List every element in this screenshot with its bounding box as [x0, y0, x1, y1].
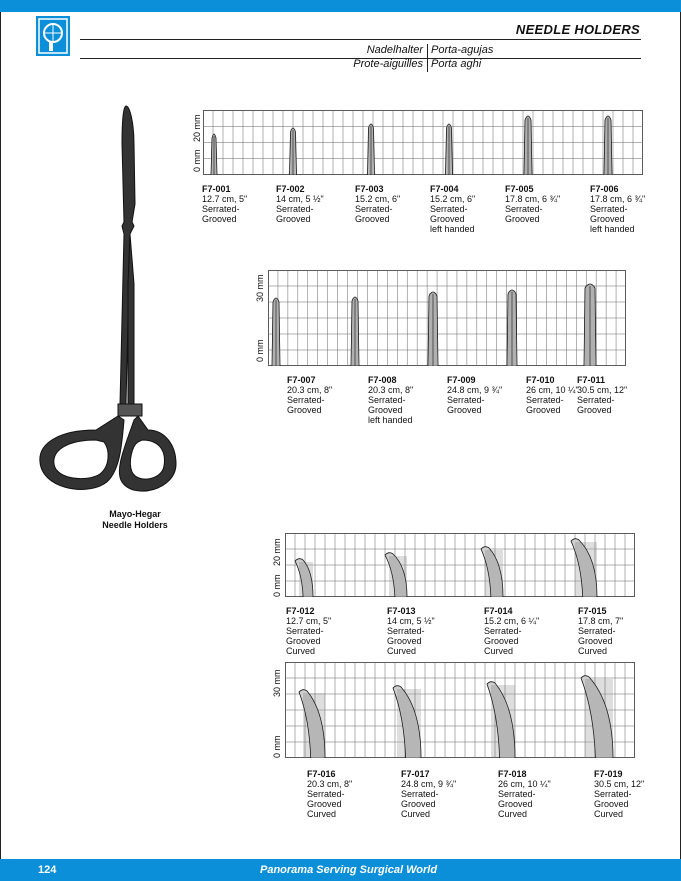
product-code: F7-012	[286, 606, 315, 616]
product-caption	[287, 375, 332, 415]
product-code: F7-007	[287, 375, 316, 385]
product-size: 15.2 cm, 6"	[355, 194, 401, 204]
product-desc: Grooved	[526, 405, 561, 415]
product-caption	[276, 184, 324, 224]
product-desc: Grooved	[307, 799, 342, 809]
product-code: F7-004	[430, 184, 459, 194]
product-size: 15.2 cm, 6 ¼"	[484, 616, 540, 626]
product-size: 26 cm, 10 ¼"	[526, 385, 579, 395]
product-size: 14 cm, 5 ½"	[276, 194, 324, 204]
scale-grid-row4	[285, 662, 635, 758]
product-desc: Grooved	[594, 799, 629, 809]
product-size: 20.3 cm, 8"	[307, 779, 353, 789]
instrument-tip-curved	[581, 676, 613, 758]
product-desc: Serrated-	[286, 626, 324, 636]
product-code: F7-010	[526, 375, 555, 385]
product-desc: Grooved	[355, 214, 390, 224]
product-desc: Grooved	[505, 214, 540, 224]
page-number: 124	[38, 864, 57, 876]
main-instrument-name: Mayo-Hegar	[109, 509, 161, 519]
product-desc: Serrated-	[276, 204, 314, 214]
product-desc: Curved	[387, 646, 417, 656]
product-code: F7-019	[594, 769, 623, 779]
instrument-tip	[428, 292, 438, 366]
product-size: 12.7 cm, 5"	[202, 194, 248, 204]
title-french: Prote-aiguilles	[353, 58, 423, 70]
product-caption	[498, 769, 551, 819]
instrument-tip	[507, 290, 517, 366]
product-desc: Serrated-	[498, 789, 536, 799]
product-desc: Grooved	[430, 214, 465, 224]
product-size: 17.8 cm, 7"	[578, 616, 624, 626]
product-desc: Curved	[401, 809, 431, 819]
axis-label-20mm-row1: 20 mm	[192, 114, 202, 142]
product-desc: Serrated-	[307, 789, 345, 799]
product-code: F7-013	[387, 606, 416, 616]
title-spanish: Porta-agujas	[431, 44, 494, 56]
product-caption	[594, 769, 644, 819]
product-code: F7-011	[577, 375, 606, 385]
product-desc: Serrated-	[368, 395, 406, 405]
product-desc: Serrated-	[594, 789, 632, 799]
product-code: F7-003	[355, 184, 384, 194]
product-desc: Grooved	[401, 799, 436, 809]
product-caption	[430, 184, 475, 234]
product-desc: Grooved	[287, 405, 322, 415]
product-desc: Curved	[578, 646, 608, 656]
top-color-bar	[0, 0, 681, 12]
product-desc: Curved	[498, 809, 528, 819]
footer-tagline: Panorama Serving Surgical World	[260, 864, 438, 876]
instrument-tip	[524, 116, 532, 175]
product-code: F7-006	[590, 184, 619, 194]
axis-label-0mm-row1: 0 mm	[192, 149, 202, 172]
product-caption	[447, 375, 502, 415]
product-desc: left handed	[430, 224, 475, 234]
scale-grid-row2	[268, 270, 626, 366]
axis-label-20mm-row3: 20 mm	[272, 538, 282, 566]
axis-label-0mm-row2: 0 mm	[255, 339, 265, 362]
product-desc: Serrated-	[387, 626, 425, 636]
product-desc: Grooved	[577, 405, 612, 415]
instrument-tip	[446, 124, 453, 175]
product-desc: Curved	[594, 809, 624, 819]
product-code: F7-009	[447, 375, 476, 385]
product-desc: Grooved	[368, 405, 403, 415]
instrument-tip-curved	[295, 559, 313, 597]
product-desc: Curved	[307, 809, 337, 819]
product-caption	[202, 184, 247, 224]
product-code: F7-002	[276, 184, 305, 194]
product-caption	[307, 769, 352, 819]
product-desc: Serrated-	[355, 204, 393, 214]
product-caption	[368, 375, 413, 425]
product-caption	[590, 184, 645, 234]
instrument-tip	[290, 128, 297, 175]
product-size: 12.7 cm, 5"	[286, 616, 332, 626]
product-desc: Grooved	[590, 214, 625, 224]
axis-label-0mm-row4: 0 mm	[272, 735, 282, 758]
mayo-hegar-instrument-image	[38, 104, 178, 504]
title-german: Nadelhalter	[366, 44, 423, 56]
scale-grid-row3	[285, 533, 635, 597]
product-desc: Grooved	[447, 405, 482, 415]
product-size: 20.3 cm, 8"	[287, 385, 333, 395]
product-caption	[505, 184, 560, 224]
product-desc: Serrated-	[202, 204, 240, 214]
instrument-tip-curved	[487, 682, 515, 758]
product-caption	[484, 606, 539, 656]
product-desc: Serrated-	[505, 204, 543, 214]
axis-label-30mm-row4: 30 mm	[272, 669, 282, 697]
product-code: F7-001	[202, 184, 231, 194]
instrument-tip	[584, 284, 596, 366]
product-size: 14 cm, 5 ½"	[387, 616, 435, 626]
product-code: F7-005	[505, 184, 534, 194]
product-code: F7-017	[401, 769, 430, 779]
product-desc: Serrated-	[287, 395, 325, 405]
product-code: F7-016	[307, 769, 336, 779]
main-instrument-caption	[70, 509, 200, 531]
instrument-tip-curved	[393, 686, 421, 758]
title-italian: Porta aghi	[431, 58, 482, 70]
product-desc: Grooved	[276, 214, 311, 224]
product-caption	[526, 375, 579, 415]
product-size: 26 cm, 10 ¼"	[498, 779, 551, 789]
product-caption	[401, 769, 456, 819]
product-size: 30.5 cm, 12"	[577, 385, 628, 395]
product-desc: Grooved	[578, 636, 613, 646]
axis-label-0mm-row3: 0 mm	[272, 574, 282, 597]
instrument-tip	[351, 297, 359, 366]
product-code: F7-015	[578, 606, 607, 616]
product-caption	[387, 606, 435, 656]
product-code: F7-014	[484, 606, 513, 616]
product-desc: Serrated-	[401, 789, 439, 799]
product-desc: Serrated-	[430, 204, 468, 214]
product-desc: left handed	[368, 415, 413, 425]
axis-label-30mm-row2: 30 mm	[255, 274, 265, 302]
product-caption	[286, 606, 331, 656]
product-desc: Grooved	[484, 636, 519, 646]
instrument-tip-curved	[385, 553, 407, 597]
product-desc: Serrated-	[526, 395, 564, 405]
product-code: F7-018	[498, 769, 527, 779]
product-desc: Grooved	[286, 636, 321, 646]
main-instrument-type: Needle Holders	[102, 520, 168, 530]
product-desc: Serrated-	[577, 395, 615, 405]
instrument-tip-curved	[481, 547, 503, 597]
instrument-tip	[368, 124, 375, 175]
product-desc: left handed	[590, 224, 635, 234]
title-separator	[427, 44, 428, 72]
product-size: 24.8 cm, 9 ¾"	[401, 779, 457, 789]
product-desc: Grooved	[202, 214, 237, 224]
instrument-tip-curved	[299, 690, 325, 758]
scale-grid-row1	[203, 110, 643, 175]
product-desc: Curved	[484, 646, 514, 656]
product-size: 17.8 cm, 6 ¾"	[505, 194, 561, 204]
instrument-tip	[211, 134, 217, 175]
instrument-tip	[272, 298, 280, 366]
product-caption	[355, 184, 400, 224]
panorama-logo-icon	[36, 16, 70, 56]
instrument-tip	[604, 116, 612, 175]
product-desc: Grooved	[387, 636, 422, 646]
product-size: 15.2 cm, 6"	[430, 194, 476, 204]
title-rule	[80, 39, 641, 40]
product-size: 20.3 cm, 8"	[368, 385, 414, 395]
product-desc: Curved	[286, 646, 316, 656]
product-code: F7-008	[368, 375, 397, 385]
page-title: NEEDLE HOLDERS	[515, 22, 640, 37]
product-caption	[578, 606, 623, 656]
product-desc: Grooved	[498, 799, 533, 809]
product-size: 24.8 cm, 9 ¾"	[447, 385, 503, 395]
product-desc: Serrated-	[447, 395, 485, 405]
product-desc: Serrated-	[590, 204, 628, 214]
product-caption	[577, 375, 627, 415]
product-size: 30.5 cm, 12"	[594, 779, 645, 789]
product-desc: Serrated-	[484, 626, 522, 636]
product-size: 17.8 cm, 6 ¾"	[590, 194, 646, 204]
product-desc: Serrated-	[578, 626, 616, 636]
